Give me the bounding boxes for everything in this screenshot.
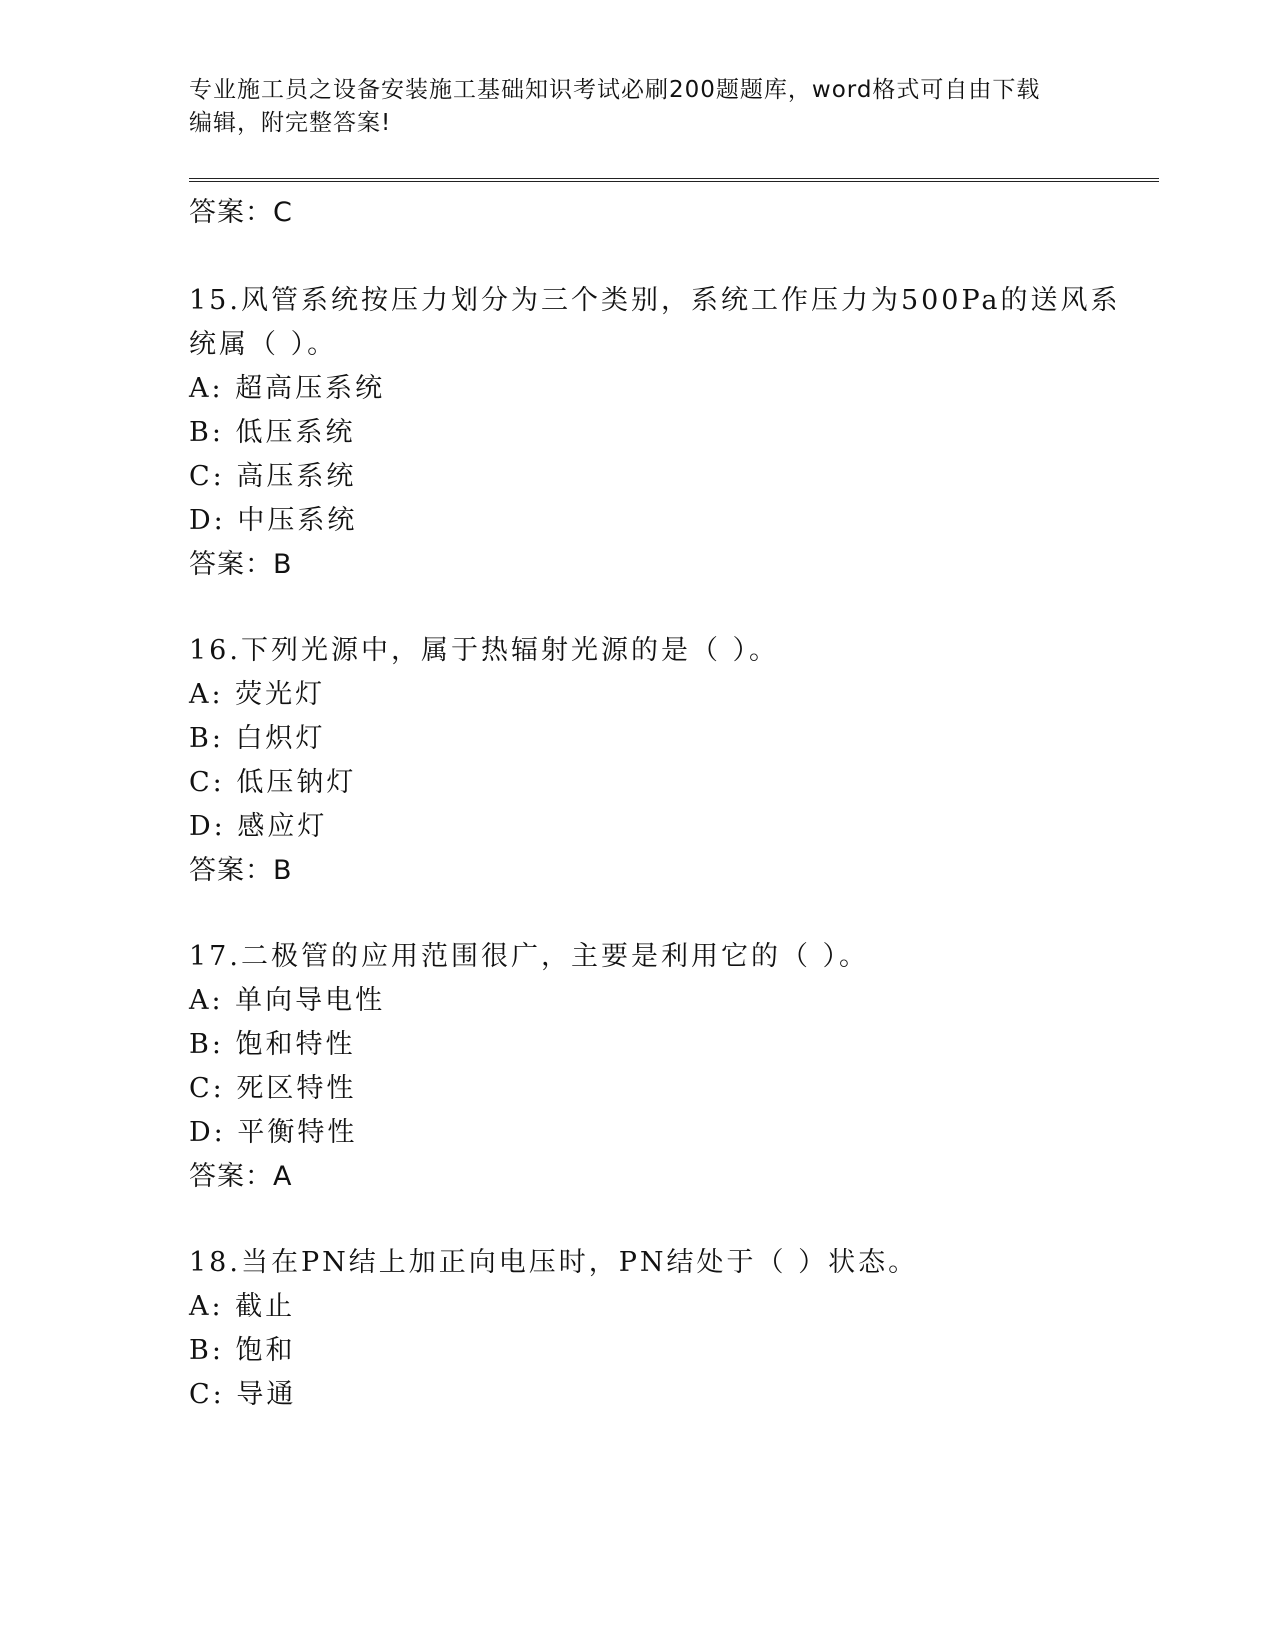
question-17-stem: 17.二极管的应用范围很广，主要是利用它的（ ）。 <box>189 941 870 972</box>
question-17-option-d: D: 平衡特性 <box>189 1117 358 1148</box>
question-15-option-d: D: 中压系统 <box>189 505 358 536</box>
question-18-option-b: B: 饱和 <box>189 1335 296 1366</box>
question-17-answer: 答案：A <box>189 1161 293 1192</box>
question-15-option-b: B: 低压系统 <box>189 417 356 448</box>
question-16-stem: 16.下列光源中，属于热辐射光源的是（ ）。 <box>189 635 780 666</box>
question-18-option-a: A: 截止 <box>189 1291 296 1322</box>
question-16-answer: 答案：B <box>189 855 293 886</box>
question-16-option-b: B: 白炽灯 <box>189 723 326 754</box>
question-15-stem-line-1: 15.风管系统按压力划分为三个类别，系统工作压力为500Pa的送风系 <box>189 285 1121 316</box>
document-header <box>189 74 1089 140</box>
question-15-stem-line-2: 统属（ ）。 <box>189 329 338 360</box>
question-18-stem: 18.当在PN结上加正向电压时，PN结处于（ ）状态。 <box>189 1247 919 1278</box>
question-17-option-b: B: 饱和特性 <box>189 1029 356 1060</box>
question-16-option-a: A: 荧光灯 <box>189 679 326 710</box>
question-17-option-a: A: 单向导电性 <box>189 985 386 1016</box>
question-15-option-c: C: 高压系统 <box>189 461 357 492</box>
header-line-2: 编辑，附完整答案! <box>189 110 392 136</box>
question-18-option-c: C: 导通 <box>189 1379 297 1410</box>
question-15-answer: 答案：B <box>189 549 293 580</box>
header-divider <box>189 178 1159 182</box>
question-16-option-c: C: 低压钠灯 <box>189 767 357 798</box>
question-16-option-d: D: 感应灯 <box>189 811 328 842</box>
header-line-1: 专业施工员之设备安装施工基础知识考试必刷200题题库，word格式可自由下载 <box>189 77 1041 103</box>
question-17-option-c: C: 死区特性 <box>189 1073 357 1104</box>
question-15-option-a: A: 超高压系统 <box>189 373 386 404</box>
previous-answer: 答案：C <box>189 197 293 228</box>
